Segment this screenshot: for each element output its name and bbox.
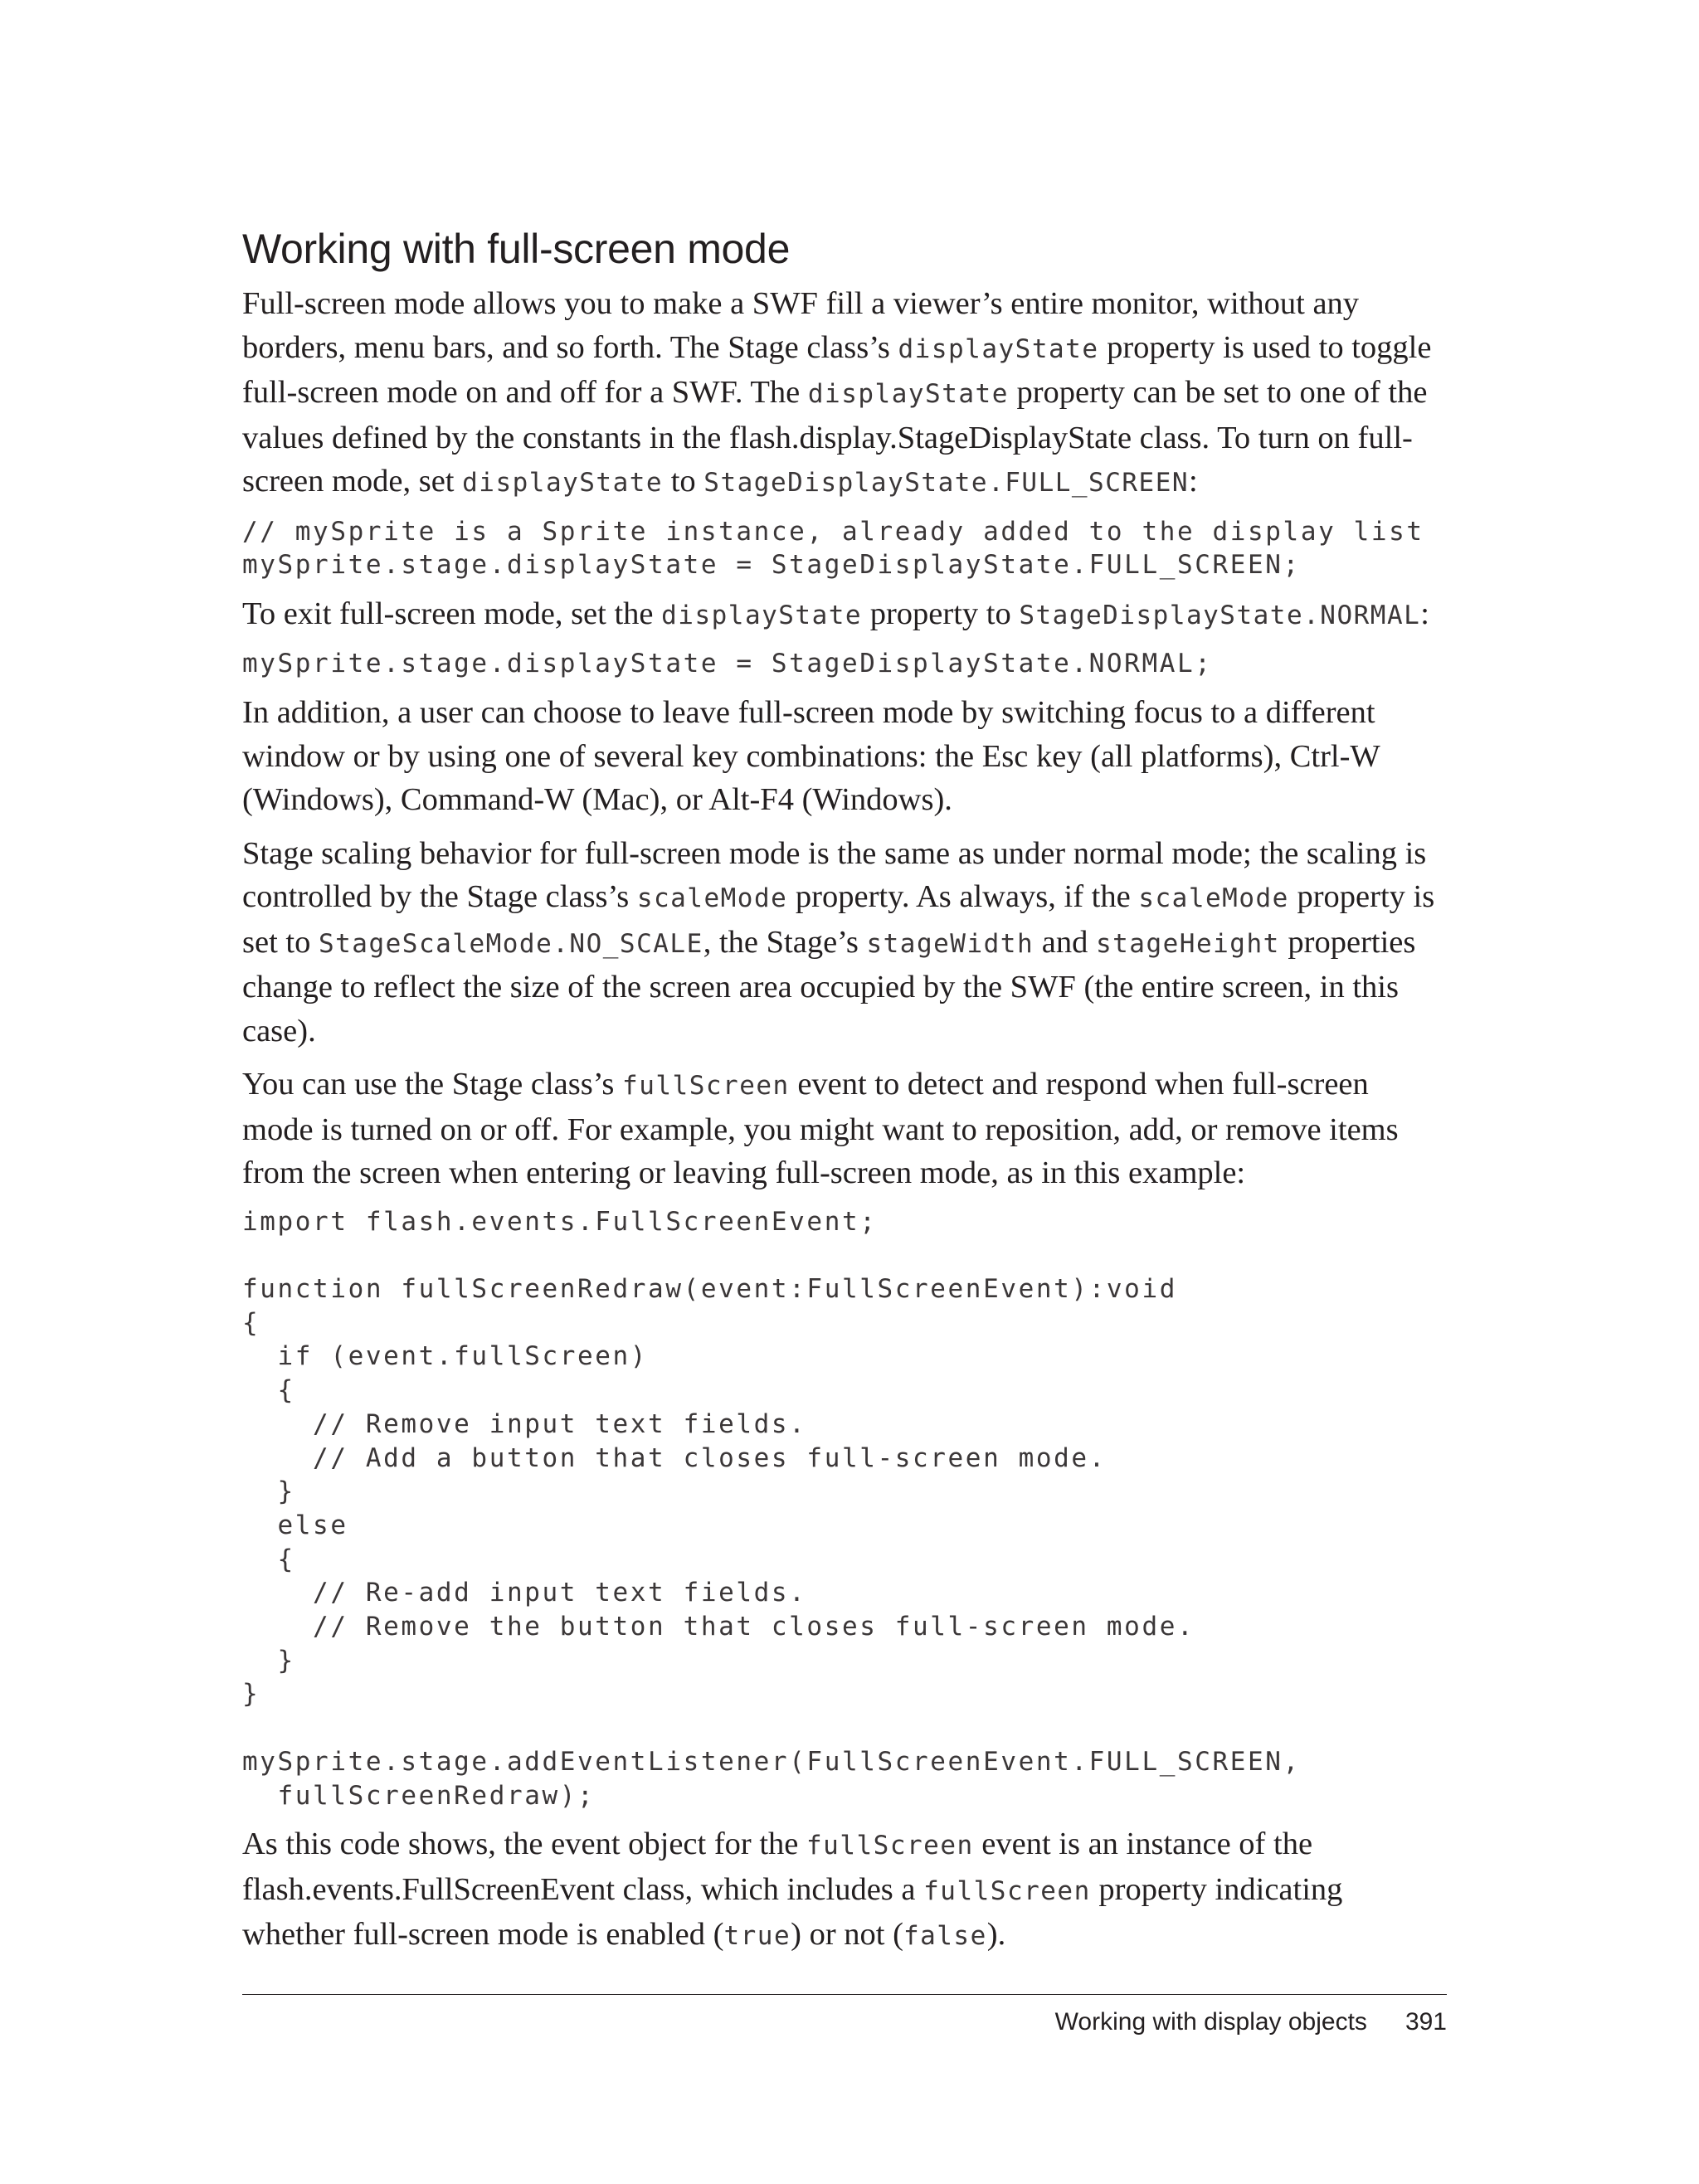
text-run: ). [986,1917,1006,1953]
page-content [242,224,1447,1968]
inline-code: displayState [898,333,1099,364]
text-run: property to [862,596,1020,631]
text-run: ) or not ( [791,1917,903,1953]
text-run: Full-screen mode allows you to make a SWF fill a viewer’s entire monitor, without any borders, menu bars, and so forth. The Stage class’s [242,286,1360,365]
text-run: To exit full-screen mode, set the [242,596,662,631]
inline-code: fullScreen [806,1831,974,1861]
inline-code: displayState [661,600,863,630]
footer-divider [242,1994,1447,1995]
code-block-enter-fullscreen: // mySprite is a Sprite instance, already added to the display list mySprite.stage.displayState = StageDisplayState.FULL_SCREEN; [242,516,1424,581]
text-run: event is an instance of the flash.events.FullScreenEvent class, which includes a [242,1826,1313,1907]
text-run: to [663,464,704,499]
text-run: As this code shows, the event object for the [242,1826,807,1862]
paragraph-key-combinations: In addition, a user can choose to leave full-screen mode by switching focus to a different window or by using one of several key combinations: the Esc key (all platforms), Ctrl-W (Windows), Command-W (Mac), or Alt-F4 (Windows). [242,695,1380,818]
text-run: : [1189,464,1198,499]
page-footer [242,2006,1447,2039]
paragraph-intro [242,282,1447,505]
inline-code: true [723,1921,791,1952]
text-run: properties change to reflect the size of the screen area occupied by the SWF (the entire screen, in this case). [242,924,1416,1048]
text-run: Stage scaling behavior for full-screen mode is the same as under normal mode; the scaling is controlled by the Stage class’s [242,835,1427,915]
paragraph-fullscreen-event [242,1063,1447,1195]
text-run: and [1034,924,1096,960]
inline-code: StageDisplayState.NORMAL [1019,600,1421,630]
inline-code: stageHeight [1095,928,1280,959]
code-block-exit-fullscreen: mySprite.stage.displayState = StageDisplayState.NORMAL; [242,649,1213,679]
inline-code: displayState [462,468,664,498]
text-run: property can be set to one of the values defined by the constants in the flash.display.StageDisplayState class. To turn on full-screen mode, set [242,375,1428,499]
footer-chapter-title: Working with display objects [1054,2008,1367,2036]
code-block-fullscreen-redraw: import flash.events.FullScreenEvent; function fullScreenRedraw(event:FullScreenEvent):void { if (event.fullScreen) { // Remove input text fields. // Add a button that closes full-screen mode. } else { // Re-add input text fields. // Remove the button that closes full-screen mode. } } mySprite.stage.addEventListener(FullScreenEvent.FULL_SCREEN, fullScreenRedraw); [242,1206,1301,1811]
paragraph-scaling [242,832,1447,1053]
inline-code: scaleMode [636,883,788,914]
text-run: property is used to toggle full-screen mode on and off for a SWF. The [242,329,1432,410]
text-run: You can use the Stage class’s [242,1067,623,1102]
inline-code: fullScreen [923,1875,1091,1906]
text-run: event to detect and respond when full-screen mode is turned on or off. For example, you might want to reposition, add, or remove items from the screen when entering or leaving full-screen mode, as in this example: [242,1067,1399,1191]
inline-code: StageScaleMode.NO_SCALE [318,928,703,959]
text-run: property indicating whether full-screen mode is enabled ( [242,1871,1343,1953]
paragraph-exit [242,592,1447,638]
page-number: 391 [1404,2008,1447,2036]
text-run: property is set to [242,879,1435,960]
paragraph-event-object [242,1822,1447,1958]
inline-code: fullScreen [622,1071,790,1102]
inline-code: displayState [807,379,1009,409]
section-heading: Working with full-screen mode [242,226,791,272]
inline-code: scaleMode [1138,883,1289,914]
text-run: property. As always, if the [787,879,1139,915]
inline-code: false [903,1921,987,1952]
text-run: , the Stage’s [703,924,867,960]
text-run: : [1420,596,1429,631]
inline-code: StageDisplayState.FULL_SCREEN [703,468,1190,498]
inline-code: stageWidth [866,928,1034,959]
